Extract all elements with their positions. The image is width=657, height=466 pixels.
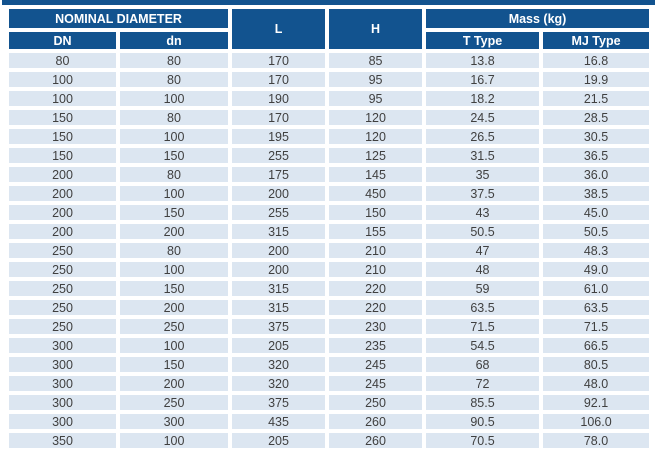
cell-h: 150 [329,205,422,220]
cell-mj-type: 38.5 [543,186,649,201]
cell-dn: 350 [9,433,116,448]
table-row [9,205,649,220]
cell-l: 205 [232,433,325,448]
cell-mj-type: 106.0 [543,414,649,429]
cell-l: 200 [232,186,325,201]
cell-dn-small: 80 [120,53,228,68]
cell-dn: 200 [9,186,116,201]
cell-mj-type: 61.0 [543,281,649,296]
cell-h: 220 [329,300,422,315]
cell-dn: 150 [9,148,116,163]
cell-h: 145 [329,167,422,182]
table-row [9,433,649,448]
cell-l: 255 [232,205,325,220]
cell-dn: 250 [9,281,116,296]
pipe-fitting-dimensions-table [5,5,653,452]
cell-mj-type: 16.8 [543,53,649,68]
cell-dn: 300 [9,357,116,372]
cell-dn: 250 [9,319,116,334]
header-t-type: T Type [426,32,539,49]
cell-mj-type: 71.5 [543,319,649,334]
table-row [9,129,649,144]
table-row [9,148,649,163]
cell-t-type: 63.5 [426,300,539,315]
cell-dn: 150 [9,110,116,125]
cell-dn: 100 [9,91,116,106]
cell-dn-small: 80 [120,243,228,258]
cell-mj-type: 49.0 [543,262,649,277]
cell-l: 175 [232,167,325,182]
cell-dn-small: 150 [120,281,228,296]
cell-dn-small: 100 [120,91,228,106]
cell-dn-small: 300 [120,414,228,429]
cell-t-type: 47 [426,243,539,258]
cell-mj-type: 92.1 [543,395,649,410]
cell-l: 375 [232,395,325,410]
cell-dn-small: 200 [120,224,228,239]
cell-dn: 300 [9,395,116,410]
cell-dn: 300 [9,414,116,429]
cell-t-type: 71.5 [426,319,539,334]
cell-h: 260 [329,414,422,429]
cell-h: 220 [329,281,422,296]
cell-h: 85 [329,53,422,68]
cell-dn-small: 200 [120,376,228,391]
header-h: H [329,9,422,49]
cell-h: 155 [329,224,422,239]
cell-l: 190 [232,91,325,106]
cell-h: 245 [329,376,422,391]
header-mass-kg: Mass (kg) [426,9,649,28]
table-row [9,395,649,410]
header-mj-type: MJ Type [543,32,649,49]
cell-l: 170 [232,110,325,125]
cell-dn-small: 100 [120,129,228,144]
cell-h: 260 [329,433,422,448]
table-row [9,357,649,372]
table-row [9,414,649,429]
cell-t-type: 13.8 [426,53,539,68]
cell-l: 320 [232,357,325,372]
cell-t-type: 54.5 [426,338,539,353]
cell-mj-type: 45.0 [543,205,649,220]
cell-dn-small: 150 [120,205,228,220]
cell-l: 375 [232,319,325,334]
cell-h: 120 [329,110,422,125]
cell-dn: 200 [9,205,116,220]
table-row [9,224,649,239]
cell-mj-type: 48.0 [543,376,649,391]
table-row [9,186,649,201]
cell-dn: 250 [9,262,116,277]
cell-l: 315 [232,300,325,315]
cell-mj-type: 78.0 [543,433,649,448]
cell-t-type: 26.5 [426,129,539,144]
cell-l: 170 [232,72,325,87]
cell-dn: 250 [9,243,116,258]
cell-l: 205 [232,338,325,353]
cell-h: 230 [329,319,422,334]
cell-t-type: 24.5 [426,110,539,125]
cell-dn: 300 [9,376,116,391]
cell-dn-small: 100 [120,338,228,353]
cell-t-type: 90.5 [426,414,539,429]
cell-mj-type: 19.9 [543,72,649,87]
cell-h: 210 [329,262,422,277]
header-nominal-diameter: NOMINAL DIAMETER [9,9,228,28]
cell-dn-small: 150 [120,357,228,372]
cell-t-type: 35 [426,167,539,182]
cell-t-type: 72 [426,376,539,391]
cell-t-type: 16.7 [426,72,539,87]
cell-dn-small: 100 [120,186,228,201]
cell-dn: 100 [9,72,116,87]
cell-t-type: 37.5 [426,186,539,201]
cell-l: 255 [232,148,325,163]
table-row [9,72,649,87]
cell-dn-small: 80 [120,167,228,182]
cell-h: 210 [329,243,422,258]
cell-dn: 80 [9,53,116,68]
cell-dn-small: 100 [120,262,228,277]
cell-h: 235 [329,338,422,353]
cell-h: 245 [329,357,422,372]
cell-h: 95 [329,91,422,106]
table-row [9,110,649,125]
cell-h: 450 [329,186,422,201]
cell-dn: 150 [9,129,116,144]
cell-l: 195 [232,129,325,144]
cell-dn: 300 [9,338,116,353]
cell-l: 315 [232,224,325,239]
cell-t-type: 31.5 [426,148,539,163]
cell-h: 95 [329,72,422,87]
header-l: L [232,9,325,49]
table-row [9,338,649,353]
cell-mj-type: 36.0 [543,167,649,182]
cell-dn-small: 200 [120,300,228,315]
cell-mj-type: 80.5 [543,357,649,372]
cell-mj-type: 66.5 [543,338,649,353]
cell-mj-type: 21.5 [543,91,649,106]
cell-l: 435 [232,414,325,429]
cell-h: 250 [329,395,422,410]
cell-l: 320 [232,376,325,391]
cell-mj-type: 48.3 [543,243,649,258]
cell-mj-type: 28.5 [543,110,649,125]
table-row [9,91,649,106]
table-row [9,262,649,277]
cell-dn: 200 [9,224,116,239]
cell-dn: 200 [9,167,116,182]
cell-mj-type: 36.5 [543,148,649,163]
cell-dn-small: 250 [120,395,228,410]
table-row [9,376,649,391]
cell-dn-small: 80 [120,72,228,87]
table-row [9,319,649,334]
cell-l: 200 [232,262,325,277]
header-dn-small: dn [120,32,228,49]
table-row [9,300,649,315]
cell-t-type: 18.2 [426,91,539,106]
cell-t-type: 68 [426,357,539,372]
table-row [9,53,649,68]
cell-l: 170 [232,53,325,68]
table-body [9,53,649,448]
cell-dn-small: 250 [120,319,228,334]
cell-l: 200 [232,243,325,258]
table-row [9,243,649,258]
cell-t-type: 70.5 [426,433,539,448]
cell-dn: 250 [9,300,116,315]
cell-mj-type: 30.5 [543,129,649,144]
table-row [9,281,649,296]
cell-t-type: 59 [426,281,539,296]
cell-l: 315 [232,281,325,296]
cell-t-type: 85.5 [426,395,539,410]
cell-t-type: 43 [426,205,539,220]
cell-t-type: 50.5 [426,224,539,239]
cell-dn-small: 80 [120,110,228,125]
table-row [9,167,649,182]
cell-h: 125 [329,148,422,163]
cell-mj-type: 63.5 [543,300,649,315]
cell-h: 120 [329,129,422,144]
header-dn: DN [9,32,116,49]
cell-t-type: 48 [426,262,539,277]
cell-dn-small: 150 [120,148,228,163]
table-header [9,9,649,49]
cell-dn-small: 100 [120,433,228,448]
cell-mj-type: 50.5 [543,224,649,239]
